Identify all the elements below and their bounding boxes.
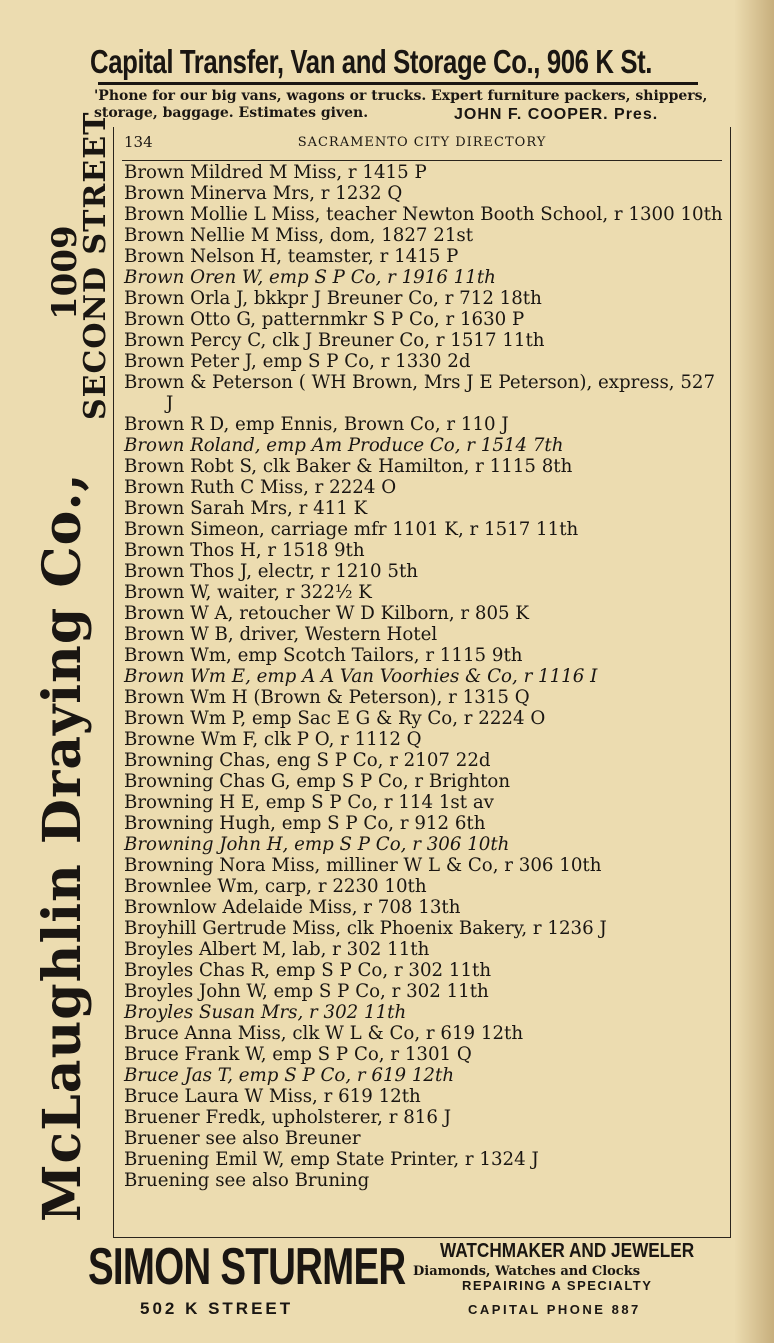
- top-advertisement: [90, 42, 754, 123]
- directory-listing: [113, 127, 731, 1238]
- directory-entry: Brown W B, driver, Western Hotel: [124, 624, 438, 645]
- entry-list: [124, 162, 724, 1191]
- directory-entry: Browning Nora Miss, milliner W L & Co, r 306 10th: [124, 855, 602, 876]
- directory-entry: Browning Chas G, emp S P Co, r Brighton: [124, 771, 511, 792]
- directory-entry: Brown Orla J, bkkpr J Breuner Co, r 712 18th: [124, 288, 542, 309]
- directory-entry: Broyles Susan Mrs, r 302 11th: [124, 1002, 407, 1023]
- top-ad-rule: [98, 82, 698, 85]
- directory-entry: Brown Nellie M Miss, dom, 1827 21st: [124, 225, 474, 246]
- bottom-ad-goods: Diamonds, Watches and Clocks: [413, 1264, 641, 1279]
- directory-entry: Brownlow Adelaide Miss, r 708 13th: [124, 897, 461, 918]
- directory-entry: Brown R D, emp Ennis, Brown Co, r 110 J: [124, 414, 509, 435]
- directory-entry: Brown Wm H (Brown & Peterson), r 1315 Q: [124, 687, 530, 708]
- directory-entry: Browne Wm F, clk P O, r 1112 Q: [124, 729, 422, 750]
- directory-entry: Brown Roland, emp Am Produce Co, r 1514 7th: [124, 435, 564, 456]
- bottom-ad-specialty: REPAIRING A SPECIALTY: [462, 1278, 653, 1293]
- bottom-advertisement: [88, 1237, 748, 1327]
- directory-entry: Brown Thos J, electr, r 1210 5th: [124, 561, 418, 582]
- page-edge-shadow: [734, 0, 774, 1343]
- directory-entry: Brown Nelson H, teamster, r 1415 P: [124, 246, 459, 267]
- directory-entry: Broyles Chas R, emp S P Co, r 302 11th: [124, 960, 492, 981]
- directory-entry: Brown Otto G, patternmkr S P Co, r 1630 P: [124, 309, 525, 330]
- top-ad-line3: [94, 105, 734, 121]
- bottom-ad-phone: CAPITAL PHONE 887: [468, 1302, 641, 1317]
- directory-entry: Broyles John W, emp S P Co, r 302 11th: [124, 981, 489, 1002]
- bottom-ad-name: SIMON STURMER: [88, 1238, 406, 1296]
- directory-entry: Bruce Anna Miss, clk W L & Co, r 619 12th: [124, 1023, 524, 1044]
- bottom-ad-trade: WATCHMAKER AND JEWELER: [440, 1240, 695, 1262]
- directory-entry: Bruening Emil W, emp State Printer, r 1324 J: [124, 1149, 539, 1170]
- directory-entry: Brown Wm P, emp Sac E G & Ry Co, r 2224 O: [124, 708, 546, 729]
- side-ad-name: McLaughlin Draying Co.,: [32, 472, 93, 1222]
- directory-entry: Broyles Albert M, lab, r 302 11th: [124, 939, 430, 960]
- directory-entry: Browning Chas, eng S P Co, r 2107 22d: [124, 750, 491, 771]
- side-ad-number: 1009: [45, 225, 85, 320]
- directory-entry: Browning Hugh, emp S P Co, r 912 6th: [124, 813, 486, 834]
- directory-entry: Bruening see also Bruning: [124, 1170, 370, 1191]
- page-title: SACRAMENTO CITY DIRECTORY: [297, 135, 547, 150]
- directory-entry: Brownlee Wm, carp, r 2230 10th: [124, 876, 427, 897]
- directory-entry: Bruener Fredk, upholsterer, r 816 J: [124, 1107, 452, 1128]
- directory-entry: Bruener see also Breuner: [124, 1128, 361, 1149]
- directory-entry: Brown Mildred M Miss, r 1415 P: [124, 162, 427, 183]
- top-ad-line3-text: storage, baggage. Estimates given.: [94, 105, 369, 121]
- directory-entry: Bruce Laura W Miss, r 619 12th: [124, 1086, 421, 1107]
- directory-entry: Brown W, waiter, r 322½ K: [124, 582, 372, 603]
- directory-entry: Brown Wm E, emp A A Van Voorhies & Co, r 1116 I: [124, 666, 598, 687]
- directory-entry: Brown Oren W, emp S P Co, r 1916 11th: [124, 267, 496, 288]
- directory-entry: Brown Mollie L Miss, teacher Newton Booth School, r 1300 10th: [124, 204, 723, 225]
- header-rule: [122, 160, 722, 161]
- top-ad-line2: 'Phone for our big vans, wagons or trucks. Expert furniture packers, shippers,: [94, 88, 708, 104]
- top-ad-proprietor: JOHN F. COOPER. Pres.: [454, 106, 659, 123]
- top-ad-title: Capital Transfer, Van and Storage Co., 906 K St.: [90, 43, 653, 80]
- directory-entry: Brown Minerva Mrs, r 1232 Q: [124, 183, 403, 204]
- directory-entry: Broyhill Gertrude Miss, clk Phoenix Bakery, r 1236 J: [124, 918, 607, 939]
- directory-entry: Brown Ruth C Miss, r 2224 O: [124, 477, 397, 498]
- directory-entry: Brown Wm, emp Scotch Tailors, r 1115 9th: [124, 645, 523, 666]
- bottom-ad-address: 502 K STREET: [140, 1299, 294, 1318]
- directory-entry: Brown Sarah Mrs, r 411 K: [124, 498, 368, 519]
- directory-entry: Bruce Jas T, emp S P Co, r 619 12th: [124, 1065, 455, 1086]
- directory-entry: Browning John H, emp S P Co, r 306 10th: [124, 834, 510, 855]
- directory-entry: Brown W A, retoucher W D Kilborn, r 805 K: [124, 603, 529, 624]
- directory-entry: Bruce Frank W, emp S P Co, r 1301 Q: [124, 1044, 472, 1065]
- directory-entry: Brown Percy C, clk J Breuner Co, r 1517 11th: [124, 330, 545, 351]
- page-number: 134: [124, 133, 153, 151]
- directory-entry: Browning H E, emp S P Co, r 114 1st av: [124, 792, 494, 813]
- directory-entry: Brown & Peterson ( WH Brown, Mrs J E Peterson), express, 527 J: [124, 372, 716, 414]
- directory-entry: Brown Robt S, clk Baker & Hamilton, r 1115 8th: [124, 456, 573, 477]
- directory-entry: Brown Peter J, emp S P Co, r 1330 2d: [124, 351, 471, 372]
- directory-entry: Brown Simeon, carriage mfr 1101 K, r 1517 11th: [124, 519, 579, 540]
- side-ad-street: SECOND STREET: [78, 111, 113, 420]
- directory-entry: Brown Thos H, r 1518 9th: [124, 540, 365, 561]
